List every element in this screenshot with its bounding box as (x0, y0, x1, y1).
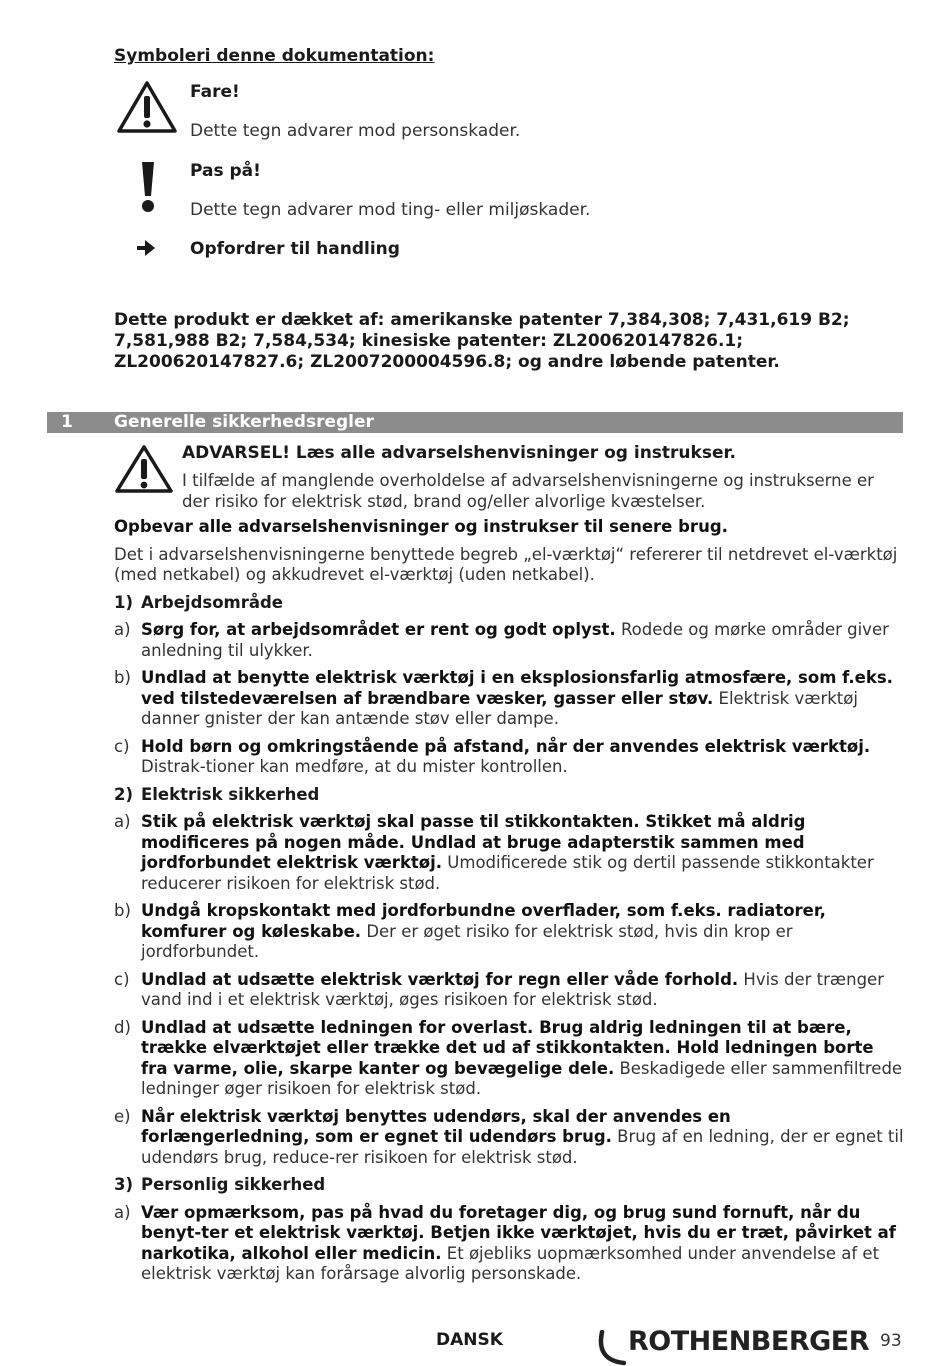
section-header (47, 412, 903, 433)
patent-notice: Dette produkt er dækket af: amerikanske patenter 7,384,308; 7,431,619 B2; 7,581,988 B2; 7,584,534; kinesiske patenter: ZL200620147826.1; ZL200620147827.6; ZL2007200004596.8; og andre løbende patenter. (114, 310, 850, 372)
list-item: d) Undlad at udsætte ledningen for overlast. Brug aldrig ledningen til at bære, trække elværktøjet eller trække det ud af stikkontakten. Hold ledningen borte fra varme, olie, skarpe kanter og bevægelige dele. Beskadigede eller sammenfiltrede ledninger øger risikoen for elektrisk stød. (114, 1017, 903, 1098)
intro-text: Det i advarselshenvisningerne benyttede begreb „el-værktøj“ refererer til netdrevet el-værktøj (med netkabel) og akkudrevet el-værktøj (uden netkabel). (114, 544, 898, 584)
list-item: a) Sørg for, at arbejdsområdet er rent og godt oplyst. Rodede og mørke områder giver anledning til ulykker. (114, 620, 889, 660)
page-title: Symboleri denne dokumentation: (114, 46, 435, 66)
keep-instructions-text: Opbevar alle advarselshenvisninger og instrukser til senere brug. (114, 517, 728, 536)
group-heading-work-area: 1) Arbejdsområde (114, 592, 283, 612)
group-heading-electrical-safety: 2) Elektrisk sikkerhed (114, 784, 320, 804)
brand-logo-arc-icon (596, 1330, 626, 1366)
page-number: 93 (880, 1331, 902, 1351)
arrow-right-icon (137, 240, 155, 256)
section-number: 1 (61, 412, 73, 432)
brand-logo: ROTHENBERGER (628, 1326, 870, 1357)
symbol-label-action: Opfordrer til handling (190, 239, 400, 259)
section-title: Generelle sikkerhedsregler (114, 412, 374, 432)
list-item: a) Vær opmærksom, pas på hvad du foretager dig, og brug sund fornuft, når du benyt-ter et elektrisk værktøj. Betjen ikke værktøjet, hvis du er træt, påvirket af narkotika, alkohol eller medicin. Et øjebliks uopmærksomhed under anvendelse af et elektrisk værktøj kan forårsage alvorlig personskade. (114, 1202, 896, 1283)
warning-text: I tilfælde af manglende overholdelse af advarselshenvisningerne og instrukserne er der risiko for elektrisk stød, brand og/eller alvorlige kvæstelser. (182, 471, 874, 511)
warning-triangle-icon (114, 444, 174, 494)
exclamation-icon (138, 160, 158, 214)
footer-language: DANSK (436, 1330, 503, 1350)
safety-rules-body (114, 517, 904, 1292)
list-item: e) Når elektrisk værktøj benyttes udendørs, skal der anvendes en forlængerledning, som er egnet til udendørs brug. Brug af en ledning, der er egnet til udendørs brug, reduce-rer risikoen for elektrisk stød. (114, 1106, 904, 1167)
warning-triangle-icon (116, 80, 178, 134)
symbol-label-caution: Pas på! (190, 161, 261, 181)
symbol-label-danger: Fare! (190, 82, 240, 102)
list-item: a) Stik på elektrisk værktøj skal passe til stikkontakten. Stikket må aldrig modificeres på nogen måde. Undlad at bruge adapterstik sammen med jordforbundet elektrisk værktøj. Umodificerede stik og dertil passende stikkontakter reducerer risikoen for elektrisk stød. (114, 812, 874, 893)
list-item: c) Hold børn og omkringstående på afstand, når der anvendes elektrisk værktøj. Distrak-tioner kan medføre, at du mister kontrollen. (114, 736, 871, 776)
symbol-text-caution: Dette tegn advarer mod ting- eller miljøskader. (190, 200, 591, 220)
list-item: b) Undlad at benytte elektrisk værktøj i en eksplosionsfarlig atmosfære, som f.eks. ved tilstedeværelsen af brændbare væsker, gasser eller støv. Elektrisk værktøj danner gnister der kan antænde støv eller dampe. (114, 668, 893, 728)
group-heading-personal-safety: 3) Personlig sikkerhed (114, 1175, 326, 1194)
warning-title: ADVARSEL! Læs alle advarselshenvisninger og instrukser. (182, 443, 736, 463)
list-item: c) Undlad at udsætte elektrisk værktøj for regn eller våde forhold. Hvis der trænger vand ind i et elektrisk værktøj, øges risikoen for elektrisk stød. (114, 969, 884, 1009)
list-item: b) Undgå kropskontakt med jordforbundne overflader, som f.eks. radiatorer, komfurer og køleskabe. Der er øget risiko for elektrisk stød, hvis din krop er jordforbundet. (114, 901, 826, 961)
symbol-text-danger: Dette tegn advarer mod personskader. (190, 121, 521, 141)
